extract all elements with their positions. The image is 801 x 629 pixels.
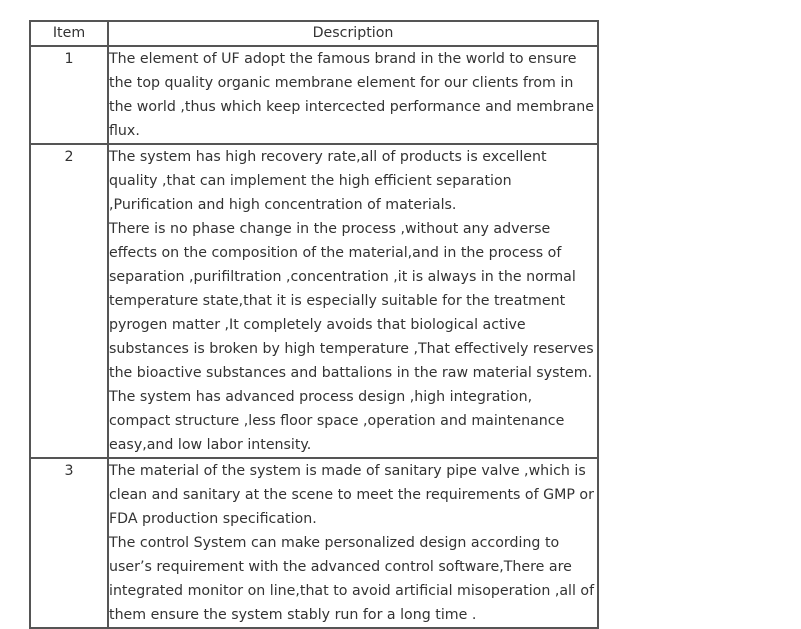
- table-row: [30, 144, 598, 458]
- description-column-header: Description: [108, 21, 598, 46]
- description-cell: [108, 458, 598, 628]
- table-row: [30, 458, 598, 628]
- item-number: 1: [30, 46, 108, 144]
- table-row: [30, 46, 598, 144]
- description-paragraph: The system has advanced process design ,high integration, compact structure ,less floor space ,operation and maintenance easy,and low labor intensity.: [109, 389, 565, 453]
- item-column-header: Item: [30, 21, 108, 46]
- description-paragraph: The element of UF adopt the famous brand in the world to ensure the top quality organic membrane element for our clients from in the world ,thus which keep intercected performance and membrane flux.: [109, 51, 594, 139]
- item-number: 3: [30, 458, 108, 628]
- description-paragraph: The system has high recovery rate,all of products is excellent quality ,that can implement the high efficient separation ,Purification and high concentration of materials.: [109, 149, 547, 213]
- spec-table: [29, 20, 599, 629]
- description-cell: [108, 144, 598, 458]
- item-number: 2: [30, 144, 108, 458]
- description-paragraph: The control System can make personalized design according to user’s requirement with the advanced control software,There are integrated monitor on line,that to avoid artificial misoperation ,all of them ensure the system stably run for a long time .: [109, 535, 595, 623]
- table-header-row: [30, 21, 598, 46]
- description-paragraph: There is no phase change in the process ,without any adverse effects on the composition of the material,and in the process of separation ,purifiltration ,concentration ,it is always in the normal temperature state,that it is especially suitable for the treatment pyrogen matter ,It completely avoids that biological active substances is broken by high temperature ,That effectively reserves the bioactive substances and battalions in the raw material system.: [109, 221, 594, 381]
- description-paragraph: The material of the system is made of sanitary pipe valve ,which is clean and sanitary at the scene to meet the requirements of GMP or FDA production specification.: [109, 463, 594, 527]
- description-cell: [108, 46, 598, 144]
